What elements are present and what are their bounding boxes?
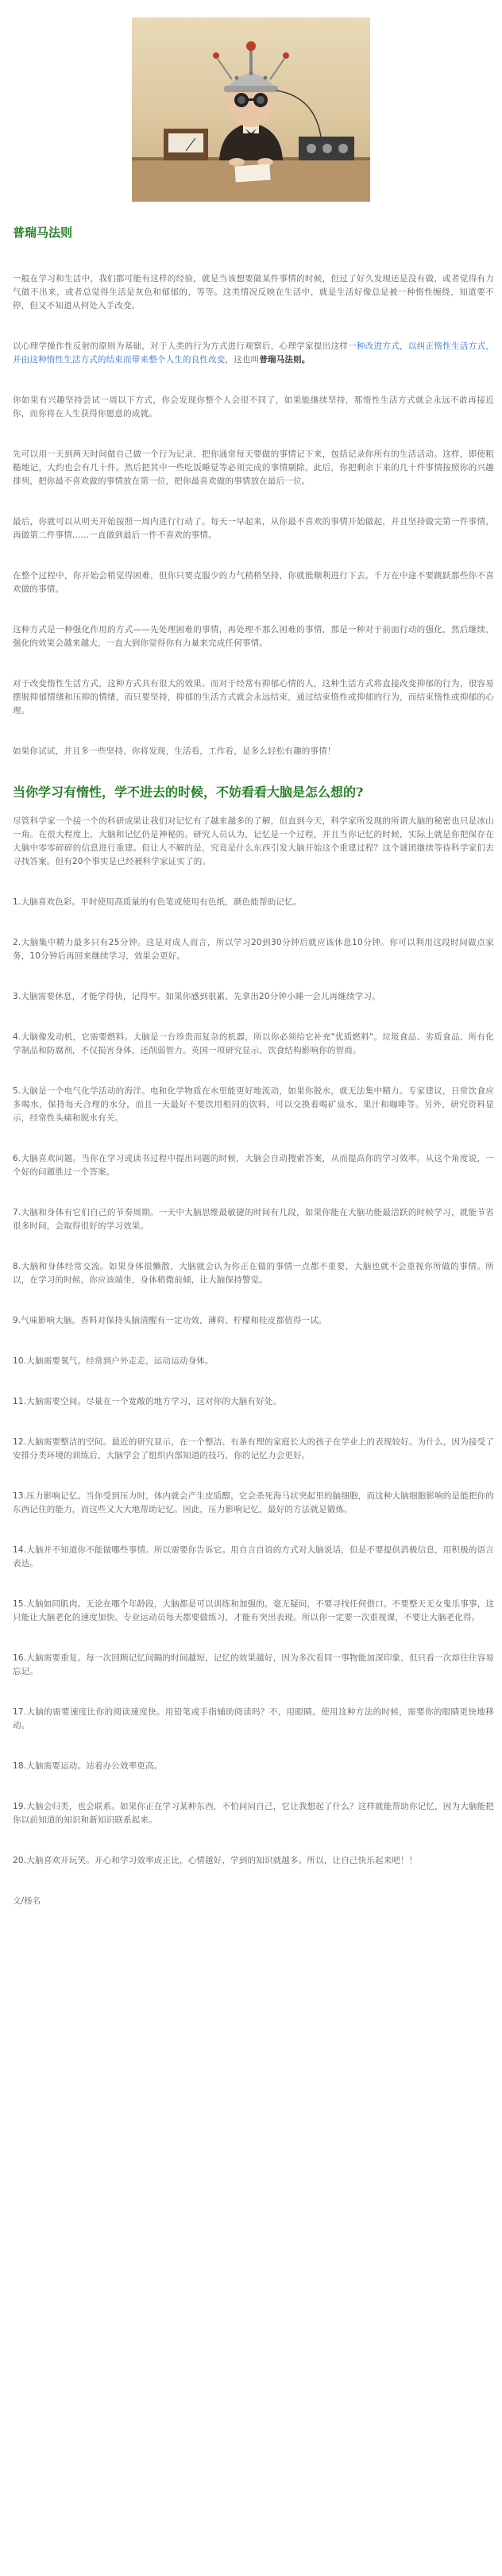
paragraph-1: 一般在学习和生活中，我们都可能有这样的经验，就是当该想要做某件事情的时候，但过了好久发现还是没有做，或者觉得有力气做不出来，或者总觉得生活是灰色和郁郁的，等等。这类情况反映在生活中，就是生活好像总是被一种惰性缠绕，知道要不停，但又不知道从何处入手改变。 bbox=[13, 274, 494, 310]
list-item: 15.大脑如同肌肉。无论在哪个年龄段，大脑都是可以训练和加强的。毫无疑问，不要寻找任何借口。不要整天无女鬼乐事事，这只能让大脑老化的速度加快。专业运动员每天都要做练习，才能有突出表现。所以你一定要一次重视课，不要让大脑老化得。 bbox=[13, 1599, 494, 1622]
hero-illustration bbox=[132, 17, 370, 202]
list-item: 6.大脑喜欢问题。当你在学习或读书过程中提出问题的时候，大脑会自动搜索答案，从而提高你的学习效率。从这个角度说，一个好的问题胜过一个答案。 bbox=[13, 1154, 494, 1177]
paragraph-7: 这种方式是一种强化作用的方式——先处理困难的事情，再处理不那么困难的事情，那是一种对于前面行动的强化，然后继续，强化的效果会越来越大，一直大到你觉得你有力量来完成任何事情。 bbox=[13, 625, 494, 648]
intro-paragraph: 尽管科学家一个接一个的科研成果让我们对记忆有了越来越多的了解，但直到今天，科学家所发现的所谓大脑的秘密也只是冰山一角。在很大程度上，大脑和记忆仍是神秘的。研究人员认为，记忆是一个过程，并且当你记忆的时候，实际上就是你把保存在大脑中零零碎碎的信息进行重建。但让人不解的是，究竟是什么东西引发大脑开始这个重建过程？这个谜团继续等待科学家们去寻找答案。但有20个事实是已经被科学家证实了的。 bbox=[13, 816, 494, 866]
paragraph-2-text: 以心理学操作性反射的原则为基础，对于人类的行为方式进行观察后，心理学家提出这样 bbox=[13, 341, 349, 351]
list-item: 18.大脑需要运动。站着办公效率更高。 bbox=[13, 1761, 163, 1771]
list-item: 17.大脑的需要速度比你的阅读速度快。用铅笔或手指辅助阅读吗？不，用眼睛。使用这种方法的时候，需要你的眼睛更快地移动。 bbox=[13, 1707, 494, 1730]
list-item: 9.气味影响大脑。香料对保持头脑清醒有一定功效，薄荷、柠檬和桂皮都值得一试。 bbox=[13, 1316, 327, 1325]
list-item: 5.大脑是一个电气化学活动的海洋。电和化学物质在水里能更好地流动，如果你脱水，就无法集中精力。专家建议，日常饮食应多喝水，保持每天合理的水分，而且一天最好不要饮用相同的饮料，可以交换着喝矿泉水、果汁和咖啡等。另外，研究资料显示，经常性头痛和脱水有关。 bbox=[13, 1086, 494, 1123]
paragraph-8: 对于改变惰性生活方式，这种方式具有很大的效果。而对于经常有抑郁心情的人，这种生活方式将直接改变抑郁的行为，很容易摆脱抑郁情绪和压抑的情绪，而只要坚持，抑郁的生活方式就会永远结束，通过结束惰性或抑郁的行为，而结束惰性或抑郁的心理。 bbox=[13, 679, 494, 715]
paragraph-2 bbox=[13, 340, 494, 367]
list-item: 3.大脑需要休息，才能学得快，记得牢。如果你感到很累，先拿出20分钟小睡一会儿再继续学习。 bbox=[13, 992, 380, 1001]
list-item: 13.压力影响记忆。当你受到压力时，体内就会产生皮质醇，它会杀死海马状突起里的脑细胞，而这种大脑细胞影响的是能把你的东西记住的能力，而这些又大大地帮助记忆。因此，压力影响记忆，最好的方法就是锻炼。 bbox=[13, 1491, 494, 1514]
list-item: 4.大脑像发动机，它需要燃料。大脑是一台珍贵而复杂的机器，所以你必须给它补充"优质燃料"。垃圾食品、劣质食品、所有化学制品和防腐剂，不仅损害身体，还削弱智力。英国一项研究显示，饮食结构影响你的智商。 bbox=[13, 1032, 494, 1055]
list-item: 20.大脑喜欢开玩笑。开心和学习效率成正比，心情越好，学到的知识就越多。所以，让自己快乐起来吧！！ bbox=[13, 1856, 418, 1865]
list-item: 14.大脑并不知道你不能做哪些事情。所以需要你告诉它。用自言自语的方式对大脑说话，但是不要提供消极信息，用积极的语言表达。 bbox=[13, 1545, 494, 1568]
list-item: 7.大脑和身体有它们自己的节奏周期。一天中大脑思维最敏捷的时间有几段，如果你能在大脑功能最活跃的时候学习，就能节省很多时间，会取得很好的学习效果。 bbox=[13, 1208, 494, 1231]
list-item: 16.大脑需要重复。每一次回顾记忆间隔的时间越短，记忆的效果越好，因为多次看同一事物能加深印象，但只看一次却往往容易忘记。 bbox=[13, 1653, 494, 1676]
paragraph-5: 最后，你就可以从明天开始按照一周内进行行动了。每天一早起来，从你最不喜欢的事情开始做起，并且坚持做完第一件事情，再做第二件事情……一直做到最后一件不喜欢的事情。 bbox=[13, 517, 494, 540]
facts-list bbox=[8, 896, 494, 1868]
highlight-link-text[interactable]: 一种改进方式，以纠正惰性生活方式，并由这种惰性生活方式的结束而带来整个人生的良性改变 bbox=[13, 341, 494, 364]
section-title-premack: 普瑞马法则 bbox=[13, 226, 73, 240]
hero-image bbox=[132, 17, 370, 202]
list-item: 11.大脑需要空间。尽量在一个宽敞的地方学习，这对你的大脑有好处。 bbox=[13, 1397, 282, 1406]
list-item: 10.大脑需要氧气。经常到户外走走，运动运动身体。 bbox=[13, 1356, 214, 1366]
paragraph-9: 如果你试试，并且多一些坚持，你将发现，生活看，工作看，是多么轻松有趣的事情！ bbox=[13, 746, 336, 756]
list-item: 1.大脑喜欢色彩。平时使用高质量的有色笔或使用有色纸，颜色能帮助记忆。 bbox=[13, 897, 302, 907]
paragraph-3: 你如果有兴趣坚持尝试一周以下方式，你会发现你整个人会很不同了，如果能继续坚持，那惰性生活方式就会永远不敢再接近你，而你将在人生获得你愿意的成就。 bbox=[13, 395, 494, 418]
article bbox=[8, 0, 494, 1907]
list-item: 12.大脑需要整洁的空间。最近的研究显示，在一个整洁、有条有理的家庭长大的孩子在学业上的表现较好。为什么，因为接受了安排分类环境的训练后，大脑学会了组织内部知道的技巧，你的记忆力会更好。 bbox=[13, 1437, 494, 1460]
list-item: 2.大脑集中精力最多只有25分钟。这是对成人而言，所以学习20到30分钟后就应该休息10分钟。你可以利用这段时间做点家务，10分钟后再回来继续学习，效果会更好。 bbox=[13, 938, 494, 961]
section-title-brain: 当你学习有惰性，学不进去的时候，不妨看看大脑是怎么想的? bbox=[13, 785, 364, 800]
list-item: 19.大脑会归类，也会联系。如果你正在学习某种东西，不怕问问自己，它让我想起了什么？这样就能帮助你记忆，因为大脑能把你以前知道的知识和新知识联系起来。 bbox=[13, 1802, 494, 1825]
paragraph-4: 先可以用一天到两天时间做自己做一个行为记录，把你通常每天要做的事情记下来，包括记录你所有的生活活动。这样，即使粗糙地记，大约也会有几十件。然后把其中一些吃饭睡觉等必须完成的事情剔除。此后，你把剩余下来的几十件事情按照你的兴趣排列，把你最不喜欢做的事情放在第一位，把你最喜欢做的事情放在最后一位。 bbox=[13, 449, 494, 486]
paragraph-6: 在整个过程中，你开始会稍觉得困难，但你只要克服少的力气稍稍坚持，你就能顺利进行下去。千万在中途不要跳跃那些你不喜欢做的事情。 bbox=[13, 571, 494, 594]
premack-rule-bold: 普瑞马法则。 bbox=[259, 355, 311, 364]
list-item: 8.大脑和身体经常交流。如果身体很懒散，大脑就会认为你正在做的事情一点都不重要，大脑也就不会重视你所做的事情。所以，在学习的时候，你应该端坐，身体稍微前倾，让大脑保持警觉。 bbox=[13, 1262, 494, 1285]
paragraph-2-middle: ，这也叫 bbox=[225, 355, 260, 364]
author-source: 文/杨名 bbox=[13, 1896, 41, 1906]
